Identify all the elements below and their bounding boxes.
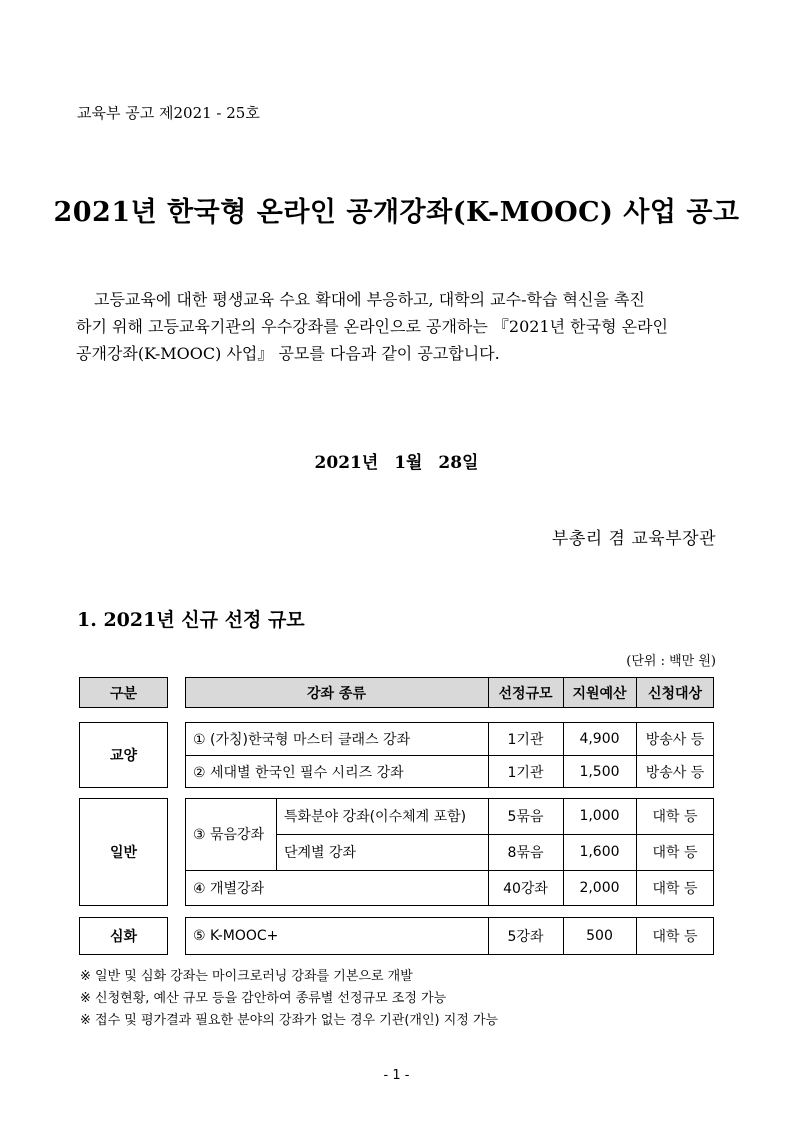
intro-line-3: 공개강좌(K-MOOC) 사업』 공모를 다음과 같이 공고합니다. — [76, 344, 500, 363]
general-row-2-applicant: 대학 등 — [652, 845, 698, 861]
signer: 부총리 겸 교육부장관 — [551, 529, 716, 549]
general-row-1-course: 특화분야 강좌(이수체계 포함) — [284, 809, 467, 825]
header-course-type: 강좌 종류 — [307, 685, 366, 702]
note-3: ※ 접수 및 평가결과 필요한 분야의 강좌가 없는 경우 기관(개인) 지정 가능 — [80, 1013, 499, 1028]
liberal-row-2-budget: 1,500 — [579, 763, 620, 780]
category-liberal: 교양 — [109, 748, 138, 764]
advanced-row-1-budget: 500 — [586, 928, 613, 944]
general-row-3-budget: 2,000 — [579, 880, 620, 896]
note-1: ※ 일반 및 심화 강좌는 마이크로러닝 강좌를 기본으로 개발 — [80, 969, 413, 984]
header-category: 구분 — [109, 685, 138, 702]
general-row-2-course: 단계별 강좌 — [284, 845, 357, 861]
advanced-row-1-course: ⑤ K-MOOC+ — [193, 928, 279, 944]
liberal-row-2-scale: 1기관 — [507, 764, 544, 781]
note-2: ※ 신청현황, 예산 규모 등을 감안하여 종류별 선정규모 조정 가능 — [80, 991, 447, 1006]
advanced-row-1-scale: 5강좌 — [507, 929, 544, 945]
intro-line-1: 고등교육에 대한 평생교육 수요 확대에 부응하고, 대학의 교수-학습 혁신을 촉진 — [94, 290, 645, 309]
advanced-row-1-applicant: 대학 등 — [652, 929, 698, 945]
general-row-3-course: ④ 개별강좌 — [193, 881, 265, 897]
header-scale: 선정규모 — [498, 685, 553, 702]
general-row-3-applicant: 대학 등 — [652, 881, 698, 897]
intro-paragraph — [76, 286, 726, 367]
liberal-row-1-course: ① (가칭)한국형 마스터 클래스 강좌 — [193, 731, 411, 748]
section-heading: 1. 2021년 신규 선정 규모 — [77, 609, 305, 631]
general-row-1-budget: 1,000 — [579, 808, 620, 824]
liberal-row-1-applicant: 방송사 등 — [645, 731, 705, 748]
page-number: - 1 - — [383, 1068, 410, 1083]
notice-number: 교육부 공고 제2021 - 25호 — [77, 104, 260, 122]
page-title: 2021년 한국형 온라인 공개강좌(K-MOOC) 사업 공고 — [53, 197, 740, 228]
header-applicant: 신청대상 — [647, 685, 703, 702]
notice-date: 2021년 1월 28일 — [314, 453, 479, 473]
general-row-1-applicant: 대학 등 — [652, 809, 698, 825]
unit-label: (단위 : 백만 원) — [626, 654, 716, 669]
liberal-row-1-budget: 4,900 — [579, 730, 620, 747]
liberal-row-1-scale: 1기관 — [507, 731, 544, 748]
category-general: 일반 — [109, 845, 138, 861]
liberal-row-2-course: ② 세대별 한국인 필수 시리즈 강좌 — [193, 764, 404, 781]
header-budget: 지원예산 — [572, 685, 627, 702]
notes — [80, 966, 498, 1032]
liberal-row-2-applicant: 방송사 등 — [645, 764, 705, 781]
general-row-1-scale: 5묶음 — [507, 809, 544, 825]
category-advanced: 심화 — [109, 929, 138, 945]
general-row-2-scale: 8묶음 — [507, 845, 544, 861]
intro-line-2: 하기 위해 고등교육기관의 우수강좌를 온라인으로 공개하는 『2021년 한국형 온라인 — [76, 317, 668, 336]
general-bundle-label: ③ 묶음강좌 — [193, 827, 265, 843]
general-row-2-budget: 1,600 — [579, 844, 620, 860]
general-row-3-scale: 40강좌 — [503, 881, 548, 897]
